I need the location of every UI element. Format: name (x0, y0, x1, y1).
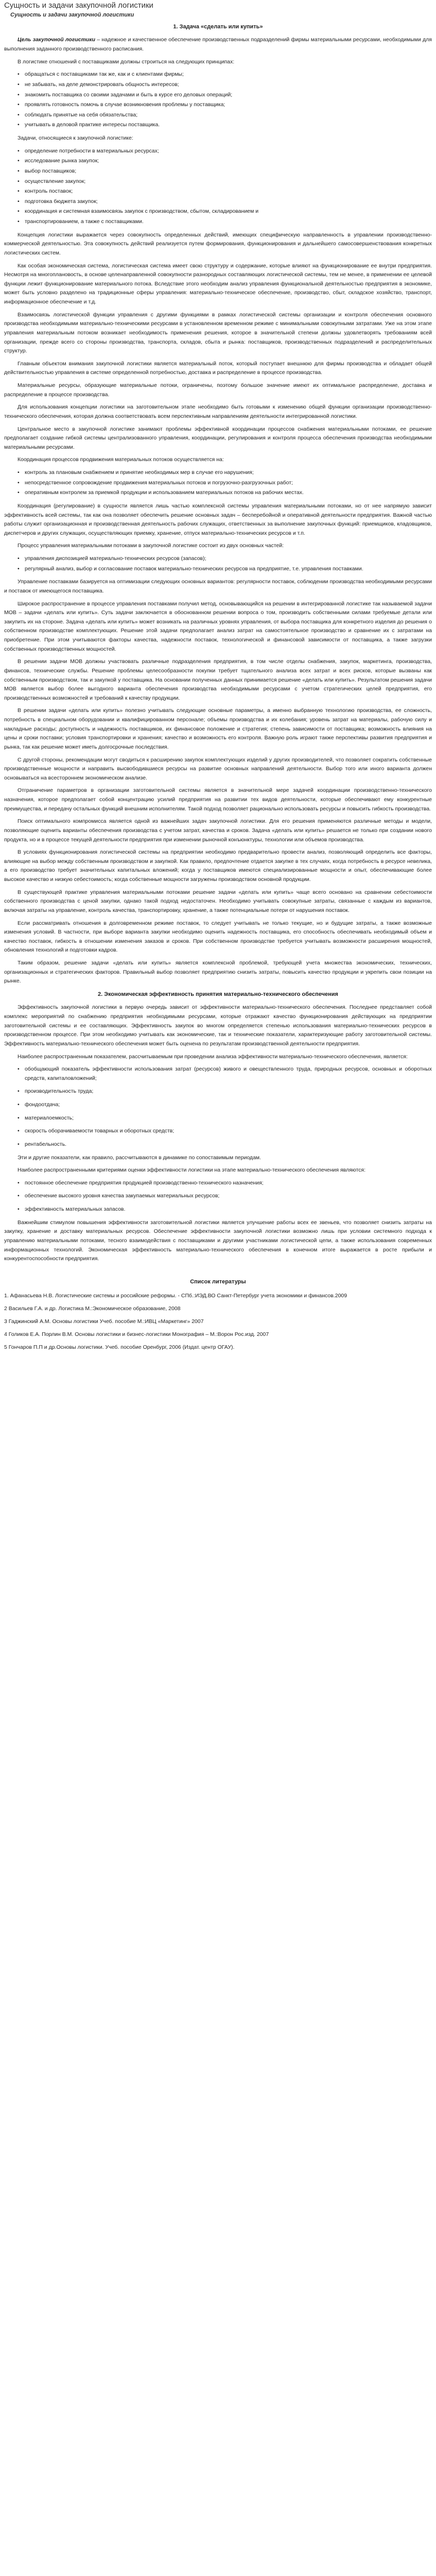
reference-item: 1. Афанасьева Н.В. Логистические системы и российские реформы. - СПб.:ИЭД.ВО Санкт-Петербург учета экономики и финансов.2009 (4, 1293, 347, 1299)
paragraph: В решении задачи МОВ должны участвовать различные подразделения предприятия, в том числе отделы снабжения, закупок, маркетинга, производства, финансов, технические службы. Решение проблемы целесообразности покупки требует тщательного анализа всех затрат и всех рисков, которые вызваны как собственным производством, так и закупкой у поставщика. На основании полученных данных принимается решение «делать или купить». Результатом решения задачи МОВ является выбор более выгодного варианта обеспечения производства необходимыми ресурсами с учетом стратегических целей предприятия, его производственных возможностей и требований к качеству продукции. (4, 658, 432, 701)
references-heading: Список литературы (190, 1278, 246, 1285)
list-item: • рентабельность. (18, 1140, 432, 1149)
paragraph: Как особая экономическая система, логистическая система имеет свою структуру и содержание, которые влияют на функционирование ее внутри предприятия. Несмотря на многоплановость, в основе целенаправленной совокупности разнородных составляющих логистической системы, тем не менее, в применении ее целевой функции лежит функционирование материального потока. Вследствие этого необходим анализ управления функциональной деятельностью предприятия в экономике, может быть условно разделено на традиционные сферы управления: материально-техническое обеспечение, производство, сбыт, складское хозяйство, транспорт, информационное обеспечение и т.д. (4, 262, 432, 306)
article-body (4, 22, 432, 1352)
paragraph: Эффективность закупочной логистики в первую очередь зависит от эффективности материально-технического обеспечения. Последнее представляет собой комплекс мероприятий по снабжению предприятия необходимыми ресурсами, которые отражают качество функционирования действующих на предприятии заготовительной системы и ее составляющих. Эффективность закупок во многом определяется степенью использования материально-технических ресурсов в производственном процессе. При этом необходимо учитывать как экономические, так и технические показатели, характеризующие работу заготовительной системы. Эффективность материально-технического обеспечения может быть оценена по результатам производственной деятельности предприятия. (4, 1004, 432, 1047)
list-item: • регулярный анализ, выбор и согласование поставок материально-технических ресурсов на предприятие, т.е. управления поставками. (18, 565, 432, 574)
paragraph: В условиях функционирования логистической системы на предприятии необходимо предварительно провести анализ, позволяющий определить все факторы, влияющие на выбор между собственным производством и закупкой. Как правило, предпочтение отдается закупке в тех случаях, когда потребность в ресурсе невелика, а его производство требует значительных капитальных вложений; когда у поставщиков имеются специализированные мощности и опыт, обеспечивающие более высокое качество и низкую себестоимость; когда собственные мощности загружены производством основной продукции. (4, 849, 432, 883)
list-item: • учитывать в деловой практике интересы поставщика. (18, 121, 432, 130)
list-item: • координация и системная взаимосвязь закупок с производством, сбытом, складированием и (18, 207, 432, 216)
document-subtitle: Сущность и задачи закупочной логистики (10, 12, 134, 18)
list-item: • проявлять готовность помочь в случае возникновения проблемы у поставщика; (18, 100, 432, 110)
paragraph: Концепция логистики выражается через совокупность определенных действий, имеющих специфическую направленность в управлении производственно-коммерческой деятельностью. Эта совокупность действий реализуется путем формирования, функционирования и дальнейшего самосовершенствования конкретных логистических систем. (4, 231, 432, 256)
list-item: • знакомить поставщика со своими задачами и быть в курсе его деловых операций; (18, 91, 432, 100)
paragraph: Взаимосвязь логистической функции управления с другими функциями в рамках логистической системы организации и контроля обеспечения основного производства необходимыми материально-техническими ресурсами в установленном временном режиме с минимальными совокупными затратами. Уже на этом этапе управления материальным потоком возникает необходимость применения решения, которое в значительной степени должны удовлетворять требованиям всей организации, прежде всего со стороны производства, транспорта, складов, сбыта и рынка: поставщиков, производственных подразделений и распределительных структур. (4, 311, 432, 354)
paragraph: Процесс управления материальными потоками в закупочной логистике состоит из двух основных частей: (18, 543, 284, 549)
lead-term: Цель закупочной логистики (18, 37, 96, 43)
reference-item: 3 Гаджинский А.М. Основы логистики Учеб. пособие М.:ИВЦ «Маркетинг» 2007 (4, 1318, 204, 1325)
list-item: • подготовка бюджета закупок; (18, 197, 432, 207)
principles-list (4, 70, 432, 130)
list-item: • непосредственное сопровождение продвижения материальных потоков и погрузочно-разгрузочных работ; (18, 479, 432, 488)
paragraph: С другой стороны, рекомендации могут сводиться к расширению закупок комплектующих изделий у других производителей, что позволяет сократить собственные производственные мощности и направить высвободившиеся ресурсы на развитие основных направлений деятельности. Выбор того или иного варианта должен основываться на всестороннем экономическом анализе. (4, 756, 432, 781)
paragraph: Наиболее распространенными критериями оценки эффективности логистики на этапе материально-технического обеспечения являются: (18, 1167, 365, 1174)
paragraph: Координация процессов продвижения материальных потоков осуществляется на: (18, 456, 224, 463)
reference-item: 2 Васильев Г.А. и др. Логистика М.:Экономическое образование, 2008 (4, 1306, 181, 1312)
list-item: • фондоотдача; (18, 1100, 432, 1110)
list-item: • контроль поставок; (18, 187, 432, 196)
list-item: • контроль за плановым снабжением и принятие необходимых мер в случае его нарушения; (18, 468, 432, 478)
list-item: • не забывать, на деле демонстрировать общность интересов; (18, 80, 432, 90)
section-heading-2: 2. Экономическая эффективность принятия материально-технического обеспечения (98, 991, 338, 997)
paragraph: Широкое распространение в процессе управления поставками получил метод, основывающийся на решении в интегрированной логистике так называемой задачи МОВ – задачи «делать или купить». Суть задачи заключается в обоснованном решении вопроса о том, производить собственными силами требуемые детали или закупить их на стороне. Задача «делать или купить» может возникать на различных уровнях управления, от выбора поставщика для конкретного изделия до решения о собственном производстве комплектующих. Решение этой задачи предполагает анализ затрат на самостоятельное производство и сравнение их с затратами на приобретение. При этом учитываются факторы качества, надежности поставок, технологической и финансовой зависимости от поставщика, а также загрузки собственных производственных мощностей. (4, 600, 432, 652)
paragraph: Центральное место в закупочной логистике занимают проблемы эффективной координации процессов снабжения материальными потоками, ее решение предполагает создание гибкой системы централизованного управления, координации, регулирования и контроля процесса обеспечения производства необходимыми материальными ресурсами. (4, 426, 432, 450)
criteria-list (4, 1179, 432, 1214)
paragraph: Материальные ресурсы, образующие материальные потоки, ограничены, поэтому большое значение имеют их оптимальное распределение, доставка и распределение в процессе производства. (4, 382, 432, 398)
list-item: • производительность труда; (18, 1087, 432, 1096)
list-item: • транспортированием, а также с поставщиками. (18, 217, 432, 227)
paragraph: Если рассматривать отношения в долговременном режиме поставок, то следует учитывать не только текущие, но и будущие затраты, а также возможные изменения условий. В частности, при выборе варианта закупки необходимо оценить надежность поставщика, его способность обеспечивать необходимый объем и качество поставок, гибкость в отношении изменения заказов и сроков. При собственном производстве требуется учитывать возможности расширения мощностей, обновления технологий и подготовки кадров. (4, 920, 432, 954)
list-item: • скорость оборачиваемости товарных и оборотных средств; (18, 1127, 432, 1136)
list-item: • эффективность материальных запасов. (18, 1205, 432, 1214)
paragraph: В логистике отношений с поставщиками должны строиться на следующих принципах: (18, 58, 235, 65)
list-item: • оперативным контролем за приемкой продукции и использованием материальных потоков на рабочих местах. (18, 488, 432, 498)
paragraph: Поиск оптимального компромисса является одной из важнейших задач закупочной логистики. Для его решения применяются различные методы и модели, позволяющие оценить варианты обеспечения производства с учетом затрат, качества и сроков. Задача «делать или купить» решается не только при создании нового продукта, но и в процессе текущей деятельности предприятия при изменении рыночной конъюнктуры, технологии или объемов производства. (4, 818, 432, 843)
section-heading-1: 1. Задача «сделать или купить» (173, 24, 263, 30)
paragraph-text: – надежное и качественное обеспечение производственных подразделений фирмы материальными ресурсами, необходимыми для выполнения заданного производственного расписания. (4, 37, 432, 53)
paragraph: Таким образом, решение задачи «делать или купить» является комплексной проблемой, требующей учета множества экономических, технических, организационных и стратегических факторов. Правильный выбор позволяет предприятию снизить затраты, повысить качество продукции и укрепить свои позиции на рынке. (4, 960, 432, 985)
reference-item: 4 Голиков Е.А. Порлин В.М. Основы логистики и бизнес-логистики Монография – М.:Ворон Рос.изд. 2007 (4, 1331, 269, 1338)
list-item: • материалоемкость; (18, 1114, 432, 1123)
list-item: • определение потребности в материальных ресурсах; (18, 147, 432, 156)
list-item: • обеспечение высокого уровня качества закупаемых материальных ресурсов; (18, 1192, 432, 1201)
document-title: Сущность и задачи закупочной логистики (4, 1, 153, 10)
list-item: • управления диспозицией материально-технических ресурсов (запасов); (18, 554, 432, 564)
list-item: • постоянное обеспечение предприятия продукцией производственно-технического назначения; (18, 1179, 432, 1188)
paragraph: Координация (регулирование) в сущности является лишь частью комплексной системы управления материальными потоками, но от нее напрямую зависит эффективность всей системы, так как она позволяет обеспечить решение основных задач – бесперебойной и оперативной деятельности предприятия. Важной частью работы служит организационная и производственная деятельность рабочих служащих, ответственных за выполнение закупочных функций: приемщиков, кладовщиков, диспетчеров и других служащих, осуществляющих приемку, хранение, отпуск материально-технических ресурсов и т.п. (4, 502, 432, 536)
management-parts-list (4, 554, 432, 573)
paragraph: В решении задачи «делать или купить» полезно учитывать следующие основные параметры, а именно выбранную технологию производства, ее сложность, потребность в специальном оборудовании и квалифицированном персонале; объемы производства и их колебания; уровень затрат на материалы, рабочую силу и накладные расходы; доступность и надежность поставщиков, их финансовое положение и стратегия; степень зависимости от поставщика; возможность влияния на цены и сроки поставки; условия транспортировки и хранения; качество и возможность его контроля. Важную роль играют также перспективы развития предприятия и рынка, так как решение может иметь долгосрочные последствия. (4, 707, 432, 750)
tasks-list (4, 147, 432, 227)
list-item: • обобщающий показатель эффективности использования затрат (ресурсов) живого и овеществленного труда, природных ресурсов, основных и оборотных средств, капиталовложений; (18, 1065, 432, 1083)
paragraph: Наиболее распространенным показателем, рассчитываемым при проведении анализа эффективности материально-технического обеспечения, является: (18, 1053, 408, 1060)
reference-item: 5 Гончаров П.П и др.Основы логистики. Учеб. пособие Оренбург, 2006 (Издат. центр ОГАУ). (4, 1344, 235, 1351)
list-item: • выбор поставщиков; (18, 167, 432, 176)
paragraph: Задачи, относящиеся к закупочной логистике: (18, 135, 133, 142)
paragraph: Эти и другие показатели, как правило, рассчитываются в динамике по сопоставимым периодам. (18, 1154, 261, 1161)
list-item: • обращаться с поставщиками так же, как и с клиентами фирмы; (18, 70, 432, 79)
paragraph: Главным объектом внимания закупочной логистики является материальный поток, который поступает внешнюю для фирмы производства и обладает общей действительностью управления в системе определенной потребностью, доставка и распределение в процессе производства. (4, 360, 432, 376)
paragraph: Важнейшим стимулом повышения эффективности заготовительной логистики является улучшение работы всех ее звеньев, что позволяет снизить затраты на закупку, хранение и доставку материальных ресурсов. Обеспечение эффективности закупочной логистики возможно лишь при условии системного подхода к управлению материальными потоками, тесного взаимодействия с поставщиками и другими участниками логистической цепи, а также использования современных информационных технологий. Экономическая эффективность материально-технического обеспечения в конечном итоге выражается в росте прибыли и конкурентоспособности предприятия. (4, 1219, 432, 1262)
coordination-list (4, 468, 432, 498)
paragraph: Управление поставками базируется на оптимизации следующих основных вариантов: регулярности поставок, соблюдении производства необходимыми ресурсами и поставок от имеющегося поставщика. (4, 579, 432, 594)
list-item: • осуществление закупок; (18, 177, 432, 187)
list-item: • соблюдать принятые на себя обязательства; (18, 111, 432, 120)
paragraph: В существующей практике управления материальными потоками решение задачи «делать или купить» чаще всего основано на сравнении себестоимости собственного производства с ценой закупки, однако такой подход недостаточен. Необходимо учитывать совокупные затраты, связанные с каждым из вариантов, включая затраты на управление, контроль качества, транспортировку, хранение, а также потенциальные потери от нарушения поставок. (4, 889, 432, 913)
paragraph: Для использования концепции логистики на заготовительном этапе необходимо быть готовыми к изменению общей функции организации производственно-технического обеспечения, которая должна соответствовать всем перспективным направлениям деятельности интегрированной логистики. (4, 404, 432, 419)
paragraph: Отграничение параметров в организации заготовительной системы является в значительной мере задачей координации производственно-технического назначения, которое предполагает собой концентрацию усилий предприятия на развитии тех видов деятельности, которые обеспечивают ему конкурентные преимущества, и передачу остальных функций внешним исполнителям. Такой подход позволяет рационально использовать ресурсы и повысить гибкость производства. (4, 787, 432, 812)
paragraph (4, 36, 432, 54)
list-item: • исследование рынка закупок; (18, 157, 432, 166)
indicators-list (4, 1065, 432, 1149)
references-list (4, 1292, 432, 1352)
